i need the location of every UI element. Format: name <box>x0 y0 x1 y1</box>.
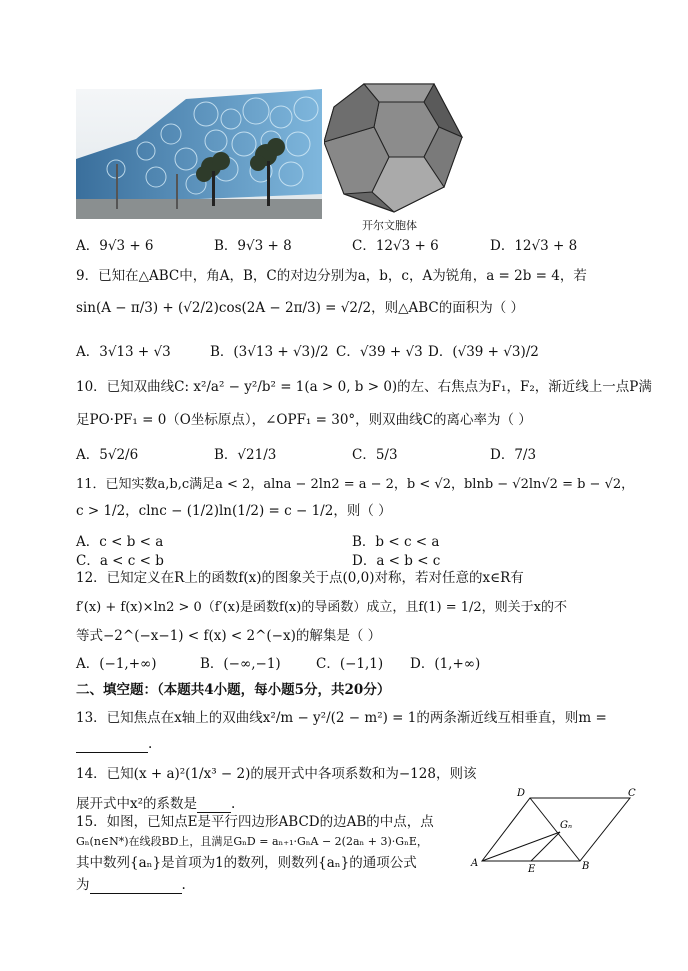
q8-option-c[interactable]: C．12√3 + 6 <box>352 238 439 254</box>
parallelogram-abcd <box>482 798 630 861</box>
q11-option-b[interactable]: B．b < c < a <box>352 534 440 550</box>
q12-option-a[interactable]: A．(−1,+∞) <box>76 656 157 672</box>
q15-stem-text: 为 <box>76 877 90 893</box>
q15-stem-line3: 其中数列{aₙ}是首项为1的数列，则数列{aₙ}的通项公式 <box>76 855 417 871</box>
segment-egn <box>531 832 560 861</box>
q13-stem-line1: 13．已知焦点在x轴上的双曲线x²/m − y²/(2 − m²) = 1的两条渐近线互相垂直，则m = <box>76 710 607 726</box>
kelvin-cell-figure <box>324 82 464 214</box>
q10-option-a[interactable]: A．5√2/6 <box>76 447 139 463</box>
q12-option-b[interactable]: B．(−∞,−1) <box>200 656 281 672</box>
q14-answer-blank[interactable] <box>197 796 231 813</box>
label-b: B <box>582 861 590 872</box>
label-e: E <box>528 864 536 874</box>
q12-option-c[interactable]: C．(−1,1) <box>316 656 384 672</box>
q11-stem-line1: 11．已知实数a,b,c满足a < 2，alna − 2ln2 = a − 2，b < √2，blnb − √2ln√2 = b − √2， <box>76 477 635 492</box>
q9-stem-line2: sin(A − π/3) + (√2/2)cos(2A − 2π/3) = √2/2，则△ABC的面积为（ ） <box>76 300 525 316</box>
q10-stem-line1: 10．已知双曲线C: x²/a² − y²/b² = 1(a > 0, b > 0)的左、右焦点为F₁，F₂，渐近线上一点P满 <box>76 379 652 395</box>
q9-option-a[interactable]: A．3√13 + √3 <box>76 344 171 360</box>
q14-line-end: . <box>231 796 236 812</box>
q8-option-b[interactable]: B．9√3 + 8 <box>214 238 292 254</box>
q15-stem-line1: 15．如图，已知点E是平行四边形ABCD的边AB的中点，点 <box>76 814 434 830</box>
segment-bd <box>530 798 580 861</box>
q8-option-a[interactable]: A．9√3 + 6 <box>76 238 154 254</box>
section-heading-fill-blank: 二、填空题：（本题共4小题，每小题5分，共20分） <box>76 682 391 698</box>
q14-stem-line1: 14．已知(x + a)²(1/x³ − 2)的展开式中各项系数和为−128，则该 <box>76 766 477 782</box>
q15-stem-line4 <box>76 873 186 894</box>
q9-option-c[interactable]: C．√39 + √3 <box>336 344 423 360</box>
label-c: C <box>628 788 636 799</box>
water-cube-photo <box>76 89 322 219</box>
q12-stem-line2: f′(x) + f(x)×ln2 > 0（f′(x)是函数f(x)的导函数）成立，且f(1) = 1/2，则关于x的不 <box>76 600 567 615</box>
parallelogram-diagram <box>470 784 640 874</box>
label-gn: Gₙ <box>560 820 573 831</box>
label-a: A <box>471 858 479 869</box>
q11-option-c[interactable]: C．a < c < b <box>76 553 164 569</box>
q12-stem-line3: 等式−2^(−x−1) < f(x) < 2^(−x)的解集是（ ） <box>76 628 382 644</box>
segment-agn <box>482 832 560 861</box>
q8-option-d[interactable]: D．12√3 + 8 <box>490 238 578 254</box>
q13-line-end: . <box>148 736 153 752</box>
q14-stem-text: 展开式中x²的系数是 <box>76 796 198 812</box>
q9-option-b[interactable]: B．(3√13 + √3)/2 <box>210 344 329 360</box>
q15-answer-blank[interactable] <box>90 877 182 894</box>
q11-option-a[interactable]: A．c < b < a <box>76 534 164 550</box>
q9-stem-line1: 9．已知在△ABC中，角A，B，C的对边分别为a，b，c，A为锐角，a = 2b = 4，若 <box>76 268 587 284</box>
q15-line-end: . <box>181 877 186 893</box>
q11-stem-line2: c > 1/2，clnc − (1/2)ln(1/2) = c − 1/2，则（ ） <box>76 503 392 519</box>
q13-answer-blank[interactable] <box>76 736 152 753</box>
q11-option-d[interactable]: D．a < b < c <box>352 553 441 569</box>
q10-option-c[interactable]: C．5/3 <box>352 447 398 463</box>
q10-option-b[interactable]: B．√21/3 <box>214 447 277 463</box>
q14-stem-line2 <box>76 792 235 813</box>
q12-stem-line1: 12．已知定义在R上的函数f(x)的图象关于点(0,0)对称，若对任意的x∈R有 <box>76 570 524 586</box>
q10-option-d[interactable]: D．7/3 <box>490 447 537 463</box>
q9-option-d[interactable]: D．(√39 + √3)/2 <box>428 344 539 360</box>
q12-option-d[interactable]: D．(1,+∞) <box>410 656 481 672</box>
figure-caption: 开尔文胞体 <box>362 219 417 232</box>
q10-stem-line2: 足PO·PF₁ = 0（O坐标原点），∠OPF₁ = 30°，则双曲线C的离心率为（ ） <box>76 412 532 428</box>
q15-stem-line2: Gₙ(n∈N*)在线段BD上，且满足GₙD = aₙ₊₁·GₙA − 2(2aₙ + 3)·GₙE， <box>76 835 428 848</box>
label-d: D <box>517 788 526 799</box>
